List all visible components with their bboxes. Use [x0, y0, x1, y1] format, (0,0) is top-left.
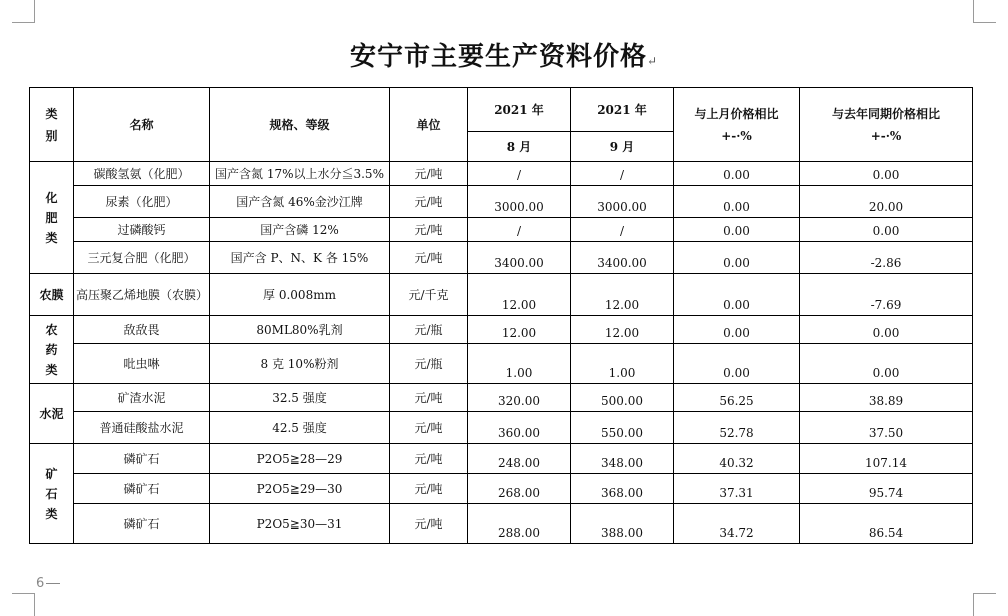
- table-row: [30, 344, 973, 384]
- change-yoy: -2.86: [800, 242, 973, 274]
- item-unit: 元/吨: [390, 474, 468, 504]
- change-yoy: 107.14: [800, 444, 973, 474]
- page-corner-mark: [973, 593, 996, 616]
- item-unit: 元/吨: [390, 444, 468, 474]
- item-name: 磷矿石: [74, 444, 210, 474]
- page-number-text: 6: [36, 576, 45, 591]
- item-unit: 元/吨: [390, 384, 468, 412]
- price-sep: 550.00: [571, 412, 674, 444]
- category-cell: [30, 316, 74, 384]
- header-yoy: [800, 88, 973, 162]
- price-aug: /: [468, 162, 571, 186]
- change-mom: 0.00: [674, 162, 800, 186]
- price-sep: 3400.00: [571, 242, 674, 274]
- header-mom-line1: 与上月价格相比: [694, 106, 779, 121]
- change-yoy: 0.00: [800, 162, 973, 186]
- change-yoy: 95.74: [800, 474, 973, 504]
- header-month-aug: 8 月: [468, 132, 571, 162]
- item-unit: 元/吨: [390, 242, 468, 274]
- header-name: 名称: [74, 88, 210, 162]
- item-spec: P2O5≧28—29: [210, 444, 390, 474]
- page-corner-mark: [12, 0, 35, 23]
- price-sep: 348.00: [571, 444, 674, 474]
- item-name: 磷矿石: [74, 504, 210, 544]
- table-row: [30, 474, 973, 504]
- change-yoy: 0.00: [800, 344, 973, 384]
- price-aug: 320.00: [468, 384, 571, 412]
- item-spec: 国产含磷 12%: [210, 218, 390, 242]
- price-sep: /: [571, 218, 674, 242]
- item-spec: 8 克 10%粉剂: [210, 344, 390, 384]
- item-spec: 国产含 P、N、K 各 15%: [210, 242, 390, 274]
- category-line: 药: [45, 342, 58, 357]
- item-spec: 80ML80%乳剂: [210, 316, 390, 344]
- item-spec: 国产含氮 17%以上水分≦3.5%: [210, 162, 390, 186]
- table-row: [30, 274, 973, 316]
- table-row: [30, 162, 973, 186]
- price-aug: 3400.00: [468, 242, 571, 274]
- change-mom: 0.00: [674, 316, 800, 344]
- item-name: 普通硅酸盐水泥: [74, 412, 210, 444]
- item-spec: P2O5≧30—31: [210, 504, 390, 544]
- category-cell: [30, 274, 74, 316]
- category-line: 类: [45, 506, 58, 521]
- item-name: 磷矿石: [74, 474, 210, 504]
- price-sep: 12.00: [571, 316, 674, 344]
- page-number-dash: [46, 583, 60, 584]
- page-corner-mark: [973, 0, 996, 23]
- header-yoy-line1: 与去年同期价格相比: [831, 106, 940, 121]
- price-sep: 388.00: [571, 504, 674, 544]
- table-row: [30, 444, 973, 474]
- header-category-text: 类别: [45, 106, 58, 143]
- change-mom: 0.00: [674, 344, 800, 384]
- category-line: 矿: [45, 466, 58, 481]
- change-yoy: 37.50: [800, 412, 973, 444]
- change-mom: 0.00: [674, 274, 800, 316]
- price-aug: 12.00: [468, 316, 571, 344]
- table-row: [30, 412, 973, 444]
- change-yoy: 0.00: [800, 316, 973, 344]
- price-aug: 360.00: [468, 412, 571, 444]
- table-row: [30, 316, 973, 344]
- item-name: 碳酸氢氨（化肥）: [74, 162, 210, 186]
- category-cell: [30, 162, 74, 274]
- item-unit: 元/吨: [390, 412, 468, 444]
- price-aug: 268.00: [468, 474, 571, 504]
- change-yoy: -7.69: [800, 274, 973, 316]
- category-line: 农膜: [39, 287, 64, 302]
- change-mom: 0.00: [674, 218, 800, 242]
- change-mom: 37.31: [674, 474, 800, 504]
- item-name: 三元复合肥（化肥）: [74, 242, 210, 274]
- price-sep: 368.00: [571, 474, 674, 504]
- item-name: 高压聚乙烯地膜（农膜）: [74, 274, 210, 316]
- item-unit: 元/瓶: [390, 344, 468, 384]
- header-mom-line2: +-·%: [721, 128, 752, 143]
- change-mom: 34.72: [674, 504, 800, 544]
- table-row: [30, 218, 973, 242]
- page-number: [36, 576, 62, 591]
- price-sep: 1.00: [571, 344, 674, 384]
- change-mom: 52.78: [674, 412, 800, 444]
- header-yoy-line2: +-·%: [870, 128, 902, 143]
- price-aug: 288.00: [468, 504, 571, 544]
- category-line: 农: [45, 322, 58, 337]
- item-unit: 元/吨: [390, 186, 468, 218]
- document-title: [0, 36, 1008, 73]
- item-unit: 元/千克: [390, 274, 468, 316]
- price-sep: 3000.00: [571, 186, 674, 218]
- item-unit: 元/吨: [390, 162, 468, 186]
- page-corner-mark: [12, 593, 35, 616]
- item-spec: 国产含氮 46%金沙江牌: [210, 186, 390, 218]
- price-aug: 3000.00: [468, 186, 571, 218]
- price-aug: 12.00: [468, 274, 571, 316]
- price-table: [29, 87, 973, 544]
- item-spec: 厚 0.008mm: [210, 274, 390, 316]
- category-line: 化: [45, 190, 58, 205]
- table-row: [30, 242, 973, 274]
- change-mom: 40.32: [674, 444, 800, 474]
- change-yoy: 86.54: [800, 504, 973, 544]
- category-line: 类: [45, 362, 58, 377]
- title-text: 安宁市主要生产资料价格: [349, 42, 647, 72]
- price-sep: 500.00: [571, 384, 674, 412]
- header-unit: 单位: [390, 88, 468, 162]
- change-mom: 56.25: [674, 384, 800, 412]
- category-line: 水泥: [39, 406, 64, 421]
- item-spec: P2O5≧29—30: [210, 474, 390, 504]
- paragraph-mark-icon: ↵: [646, 54, 659, 68]
- price-sep: /: [571, 162, 674, 186]
- item-unit: 元/吨: [390, 218, 468, 242]
- change-mom: 0.00: [674, 242, 800, 274]
- header-category: [30, 88, 74, 162]
- change-mom: 0.00: [674, 186, 800, 218]
- change-yoy: 38.89: [800, 384, 973, 412]
- table-row: [30, 186, 973, 218]
- item-unit: 元/瓶: [390, 316, 468, 344]
- category-cell: [30, 444, 74, 544]
- item-spec: 42.5 强度: [210, 412, 390, 444]
- header-mom: [674, 88, 800, 162]
- item-name: 敌敌畏: [74, 316, 210, 344]
- item-name: 矿渣水泥: [74, 384, 210, 412]
- price-aug: 1.00: [468, 344, 571, 384]
- price-sep: 12.00: [571, 274, 674, 316]
- change-yoy: 0.00: [800, 218, 973, 242]
- change-yoy: 20.00: [800, 186, 973, 218]
- table-row: [30, 384, 973, 412]
- category-line: 类: [45, 230, 58, 245]
- table-row: [30, 504, 973, 544]
- header-year-sep: 2021 年: [571, 88, 674, 132]
- item-unit: 元/吨: [390, 504, 468, 544]
- header-year-aug: 2021 年: [468, 88, 571, 132]
- item-spec: 32.5 强度: [210, 384, 390, 412]
- price-aug: 248.00: [468, 444, 571, 474]
- price-aug: /: [468, 218, 571, 242]
- item-name: 吡虫啉: [74, 344, 210, 384]
- category-cell: [30, 384, 74, 444]
- header-spec: 规格、等级: [210, 88, 390, 162]
- item-name: 过磷酸钙: [74, 218, 210, 242]
- item-name: 尿素（化肥）: [74, 186, 210, 218]
- category-line: 石: [45, 486, 58, 501]
- category-line: 肥: [45, 210, 58, 225]
- header-month-sep: 9 月: [571, 132, 674, 162]
